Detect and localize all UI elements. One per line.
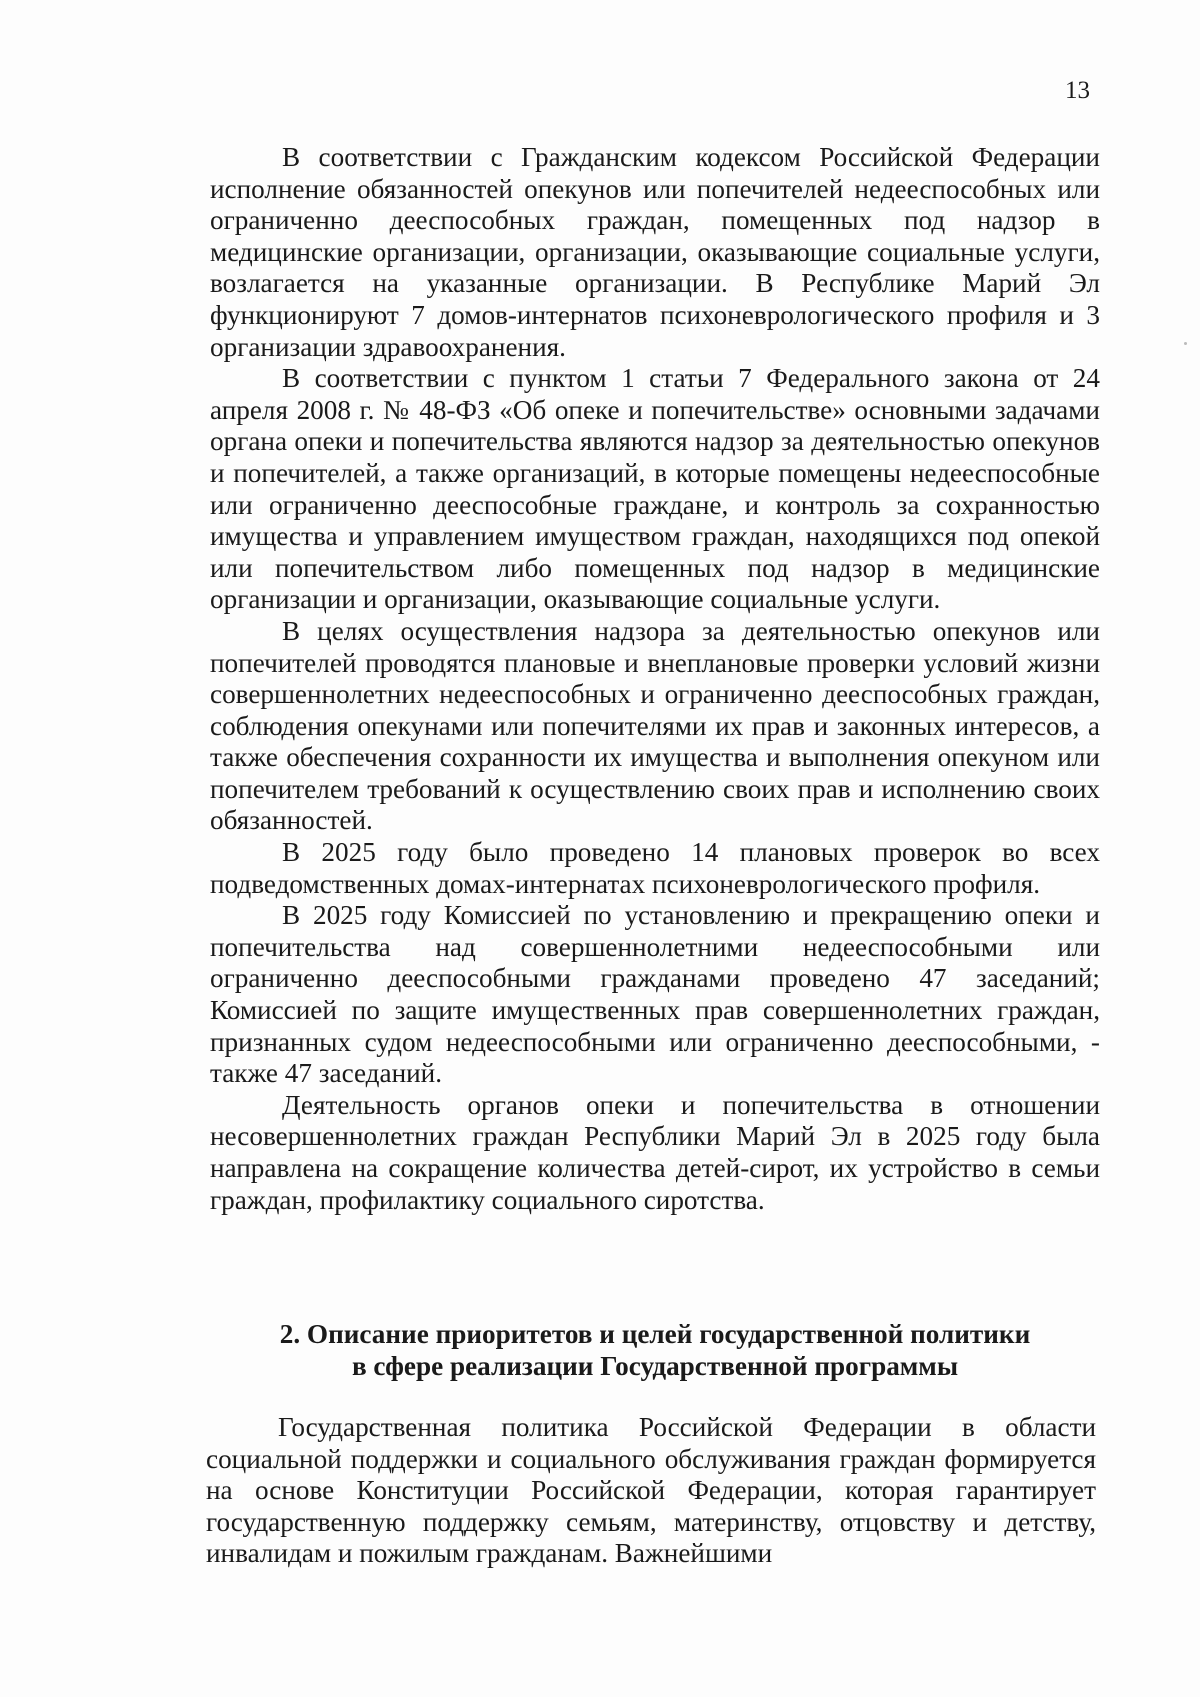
paragraph-guardianship-civil-code: В соответствии с Гражданским кодексом Российской Федерации исполнение обязанностей опекунов или попечителей недееспособных или ограниченно дееспособных граждан, помещенных под надзор в медицинские организации, организации, оказывающие социальные услуги, возлагается на указанные организации. В Республике Марий Эл функционируют 7 домов-интернатов психоневрологического профиля и 3 организации здравоохранения. [210,142,1100,362]
paragraph-commission-meetings: В 2025 году Комиссией по установлению и прекращению опеки и попечительства над совершеннолетними недееспособными или ограниченно дееспособными гражданами проведено 47 заседаний; Комиссией по защите имущественных прав совершеннолетних граждан, признанных судом недееспособными или ограниченно дееспособными, - также 47 заседаний. [210,900,1100,1089]
paragraph-federal-law-tasks: В соответствии с пунктом 1 статьи 7 Федерального закона от 24 апреля 2008 г. № 48-ФЗ «Об опеке и попечительстве» основными задачами органа опеки и попечительства являются надзор за деятельностью опекунов и попечителей, а также организаций, в которые помещены недееспособные или ограниченно дееспособные граждане, и контроль за сохранностью имущества и управлением имуществом граждан, находящихся под опекой или попечительством либо помещенных под надзор в медицинские организации и организации, оказывающие социальные услуги. [210,363,1100,615]
document-body [210,142,1100,1216]
paragraph-planned-inspections-2025: В 2025 году было проведено 14 плановых проверок во всех подведомственных домах-интернатах психоневрологического профиля. [210,837,1100,899]
scan-speck [1184,342,1187,345]
page-number: 13 [1065,77,1090,104]
section-heading [210,1318,1100,1382]
paragraph-state-policy: Государственная политика Российской Федерации в области социальной поддержки и социального обслуживания граждан формируется на основе Конституции Российской Федерации, которая гарантирует государственную поддержку семьям, материнству, отцовству и детству, инвалидам и пожилым гражданам. Важнейшими [206,1412,1096,1569]
section-body [206,1412,1096,1570]
paragraph-inspections: В целях осуществления надзора за деятельностью опекунов или попечителей проводятся плановые и внеплановые проверки условий жизни совершеннолетних недееспособных и ограниченно дееспособных граждан, соблюдения опекунами или попечителями их прав и законных интересов, а также обеспечения сохранности их имущества и выполнения опекуном или попечителем требований к осуществлению своих прав и исполнению своих обязанностей. [210,615,1100,836]
section-heading-line-2: в сфере реализации Государственной программы [351,1351,959,1381]
paragraph-minors-activity: Деятельность органов опеки и попечительства в отношении несовершеннолетних граждан Республики Марий Эл в 2025 году была направлена на сокращение количества детей-сирот, их устройство в семьи граждан, профилактику социального сиротства. [210,1089,1100,1215]
section-heading-line-1: 2. Описание приоритетов и целей государственной политики [279,1319,1031,1349]
